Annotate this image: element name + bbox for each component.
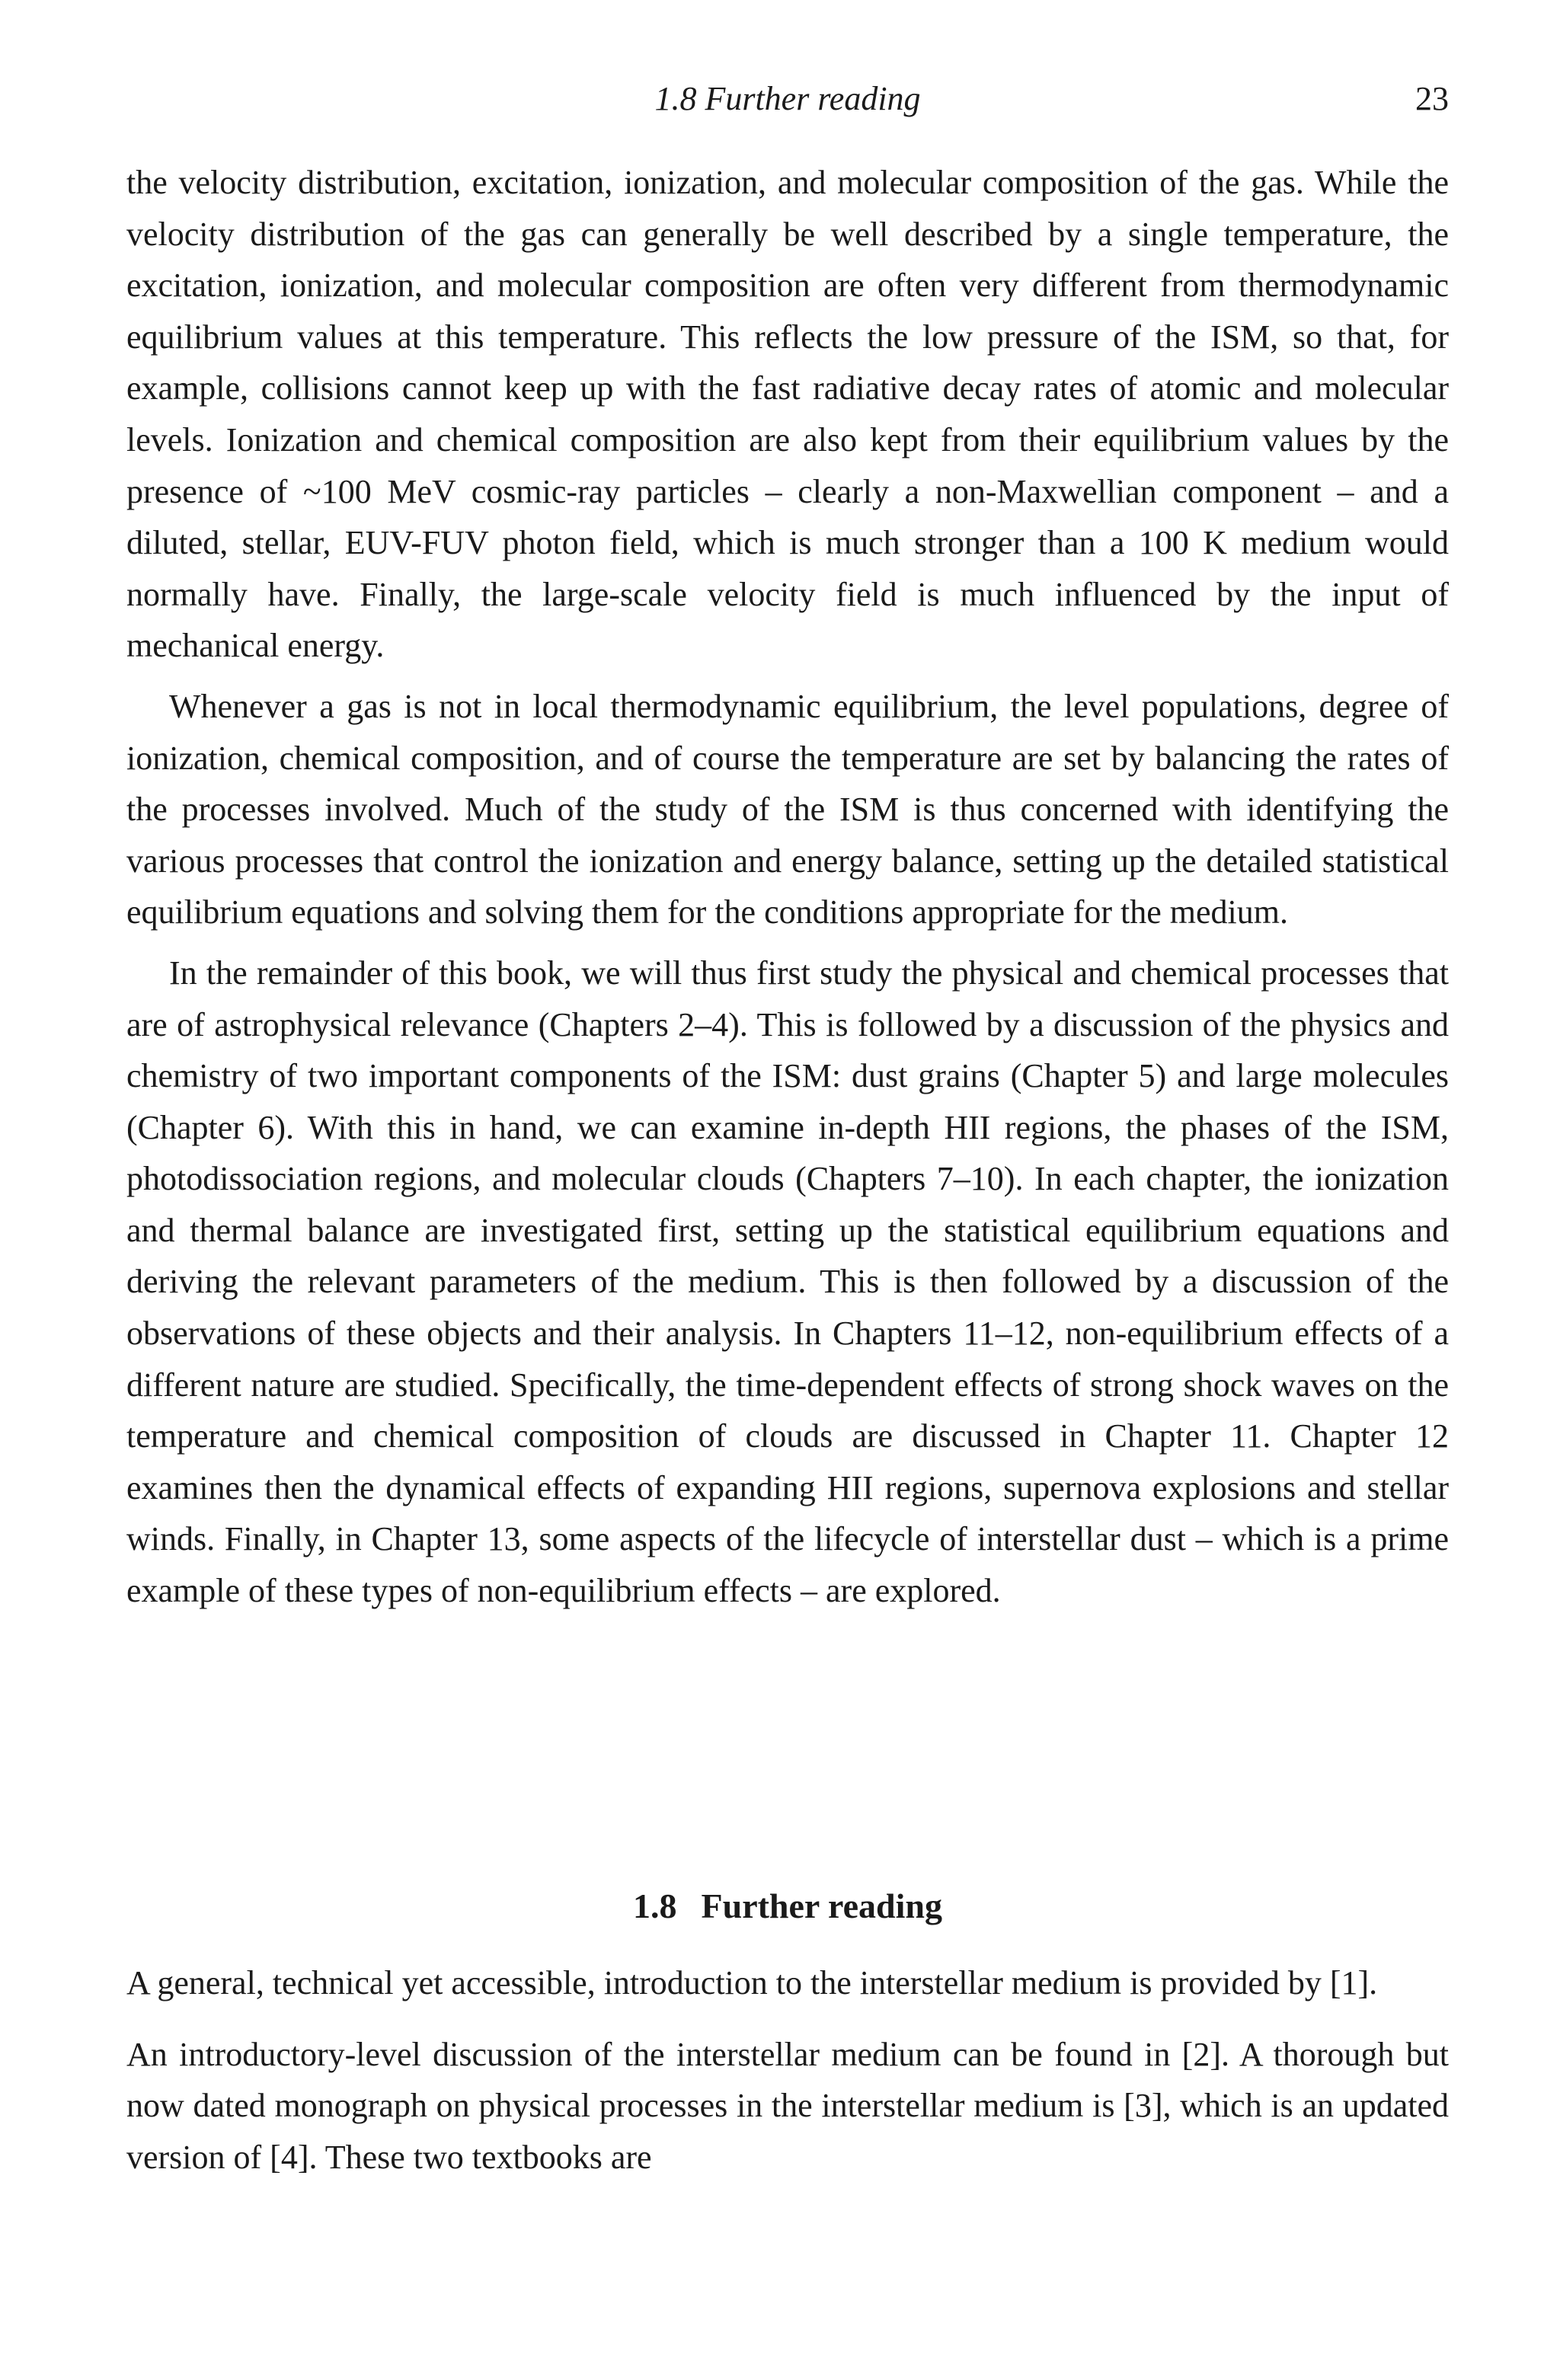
further-reading-text [126, 1957, 1449, 2203]
page-number: 23 [1415, 80, 1449, 117]
running-title: 1.8 Further reading [654, 80, 921, 117]
paragraph-book-outline: In the remainder of this book, we will thus first study the physical and chemical processes that are of astrophysical relevance (Chapters 2–4). This is followed by a discussion of the physics and chemistry of two important components of the ISM: dust grains (Chapter 5) and large molecules (Chapter 6). With this in hand, we can examine in-depth HII regions, the phases of the ISM, photodissociation regions, and molecular clouds (Chapters 7–10). In each chapter, the ionization and thermal balance are investigated first, setting up the statistical equilibrium equations and deriving the relevant parameters of the medium. This is then followed by a discussion of the observations of these objects and their analysis. In Chapters 11–12, non-equilibrium effects of a different nature are studied. Specifically, the time-dependent effects of strong shock waves on the temperature and chemical composition of clouds are discussed in Chapter 11. Chapter 12 examines then the dynamical effects of expanding HII regions, supernova explosions and stellar winds. Finally, in Chapter 13, some aspects of the lifecycle of interstellar dust – which is a prime example of these types of non-equilibrium effects – are explored. [126, 954, 1449, 1610]
running-header [126, 79, 1449, 125]
body-text [126, 157, 1449, 1626]
paragraph-continuation: the velocity distribution, excitation, ionization, and molecular composition of the gas. While the velocity distribution of the gas can generally be well described by a single temperature, the excitation, ionization, and molecular composition are often very different from thermodynamic equilibrium values at this temperature. This reflects the low pressure of the ISM, so that, for example, collisions cannot keep up with the fast radiative decay rates of atomic and molecular levels. Ionization and chemical composition are also kept from their equilibrium values by the presence of ~100 MeV cosmic-ray particles – clearly a non-Maxwellian component – and a diluted, stellar, EUV-FUV photon field, which is much stronger than a 100 K medium would normally have. Finally, the large-scale velocity field is much influenced by the input of mechanical energy. [126, 164, 1449, 665]
paragraph-equilibrium: Whenever a gas is not in local thermodynamic equilibrium, the level populations, degree of ionization, chemical composition, and of course the temperature are set by balancing the rates of the processes involved. Much of the study of the ISM is thus concerned with identifying the various processes that control the ionization and energy balance, setting up the detailed statistical equilibrium equations and solving them for the conditions appropriate for the medium. [126, 687, 1449, 931]
section-number: 1.8 [633, 1886, 677, 1925]
reading-paragraph: An introductory-level discussion of the interstellar medium can be found in [2]. A thorough but now dated monograph on physical processes in the interstellar medium is [3], which is an updated version of [4]. These two textbooks are [126, 2035, 1449, 2176]
section-heading [126, 1886, 1449, 1926]
section-title: Further reading [701, 1886, 942, 1925]
reading-paragraph: A general, technical yet accessible, introduction to the interstellar medium is provided by [1]. [126, 1964, 1378, 2001]
